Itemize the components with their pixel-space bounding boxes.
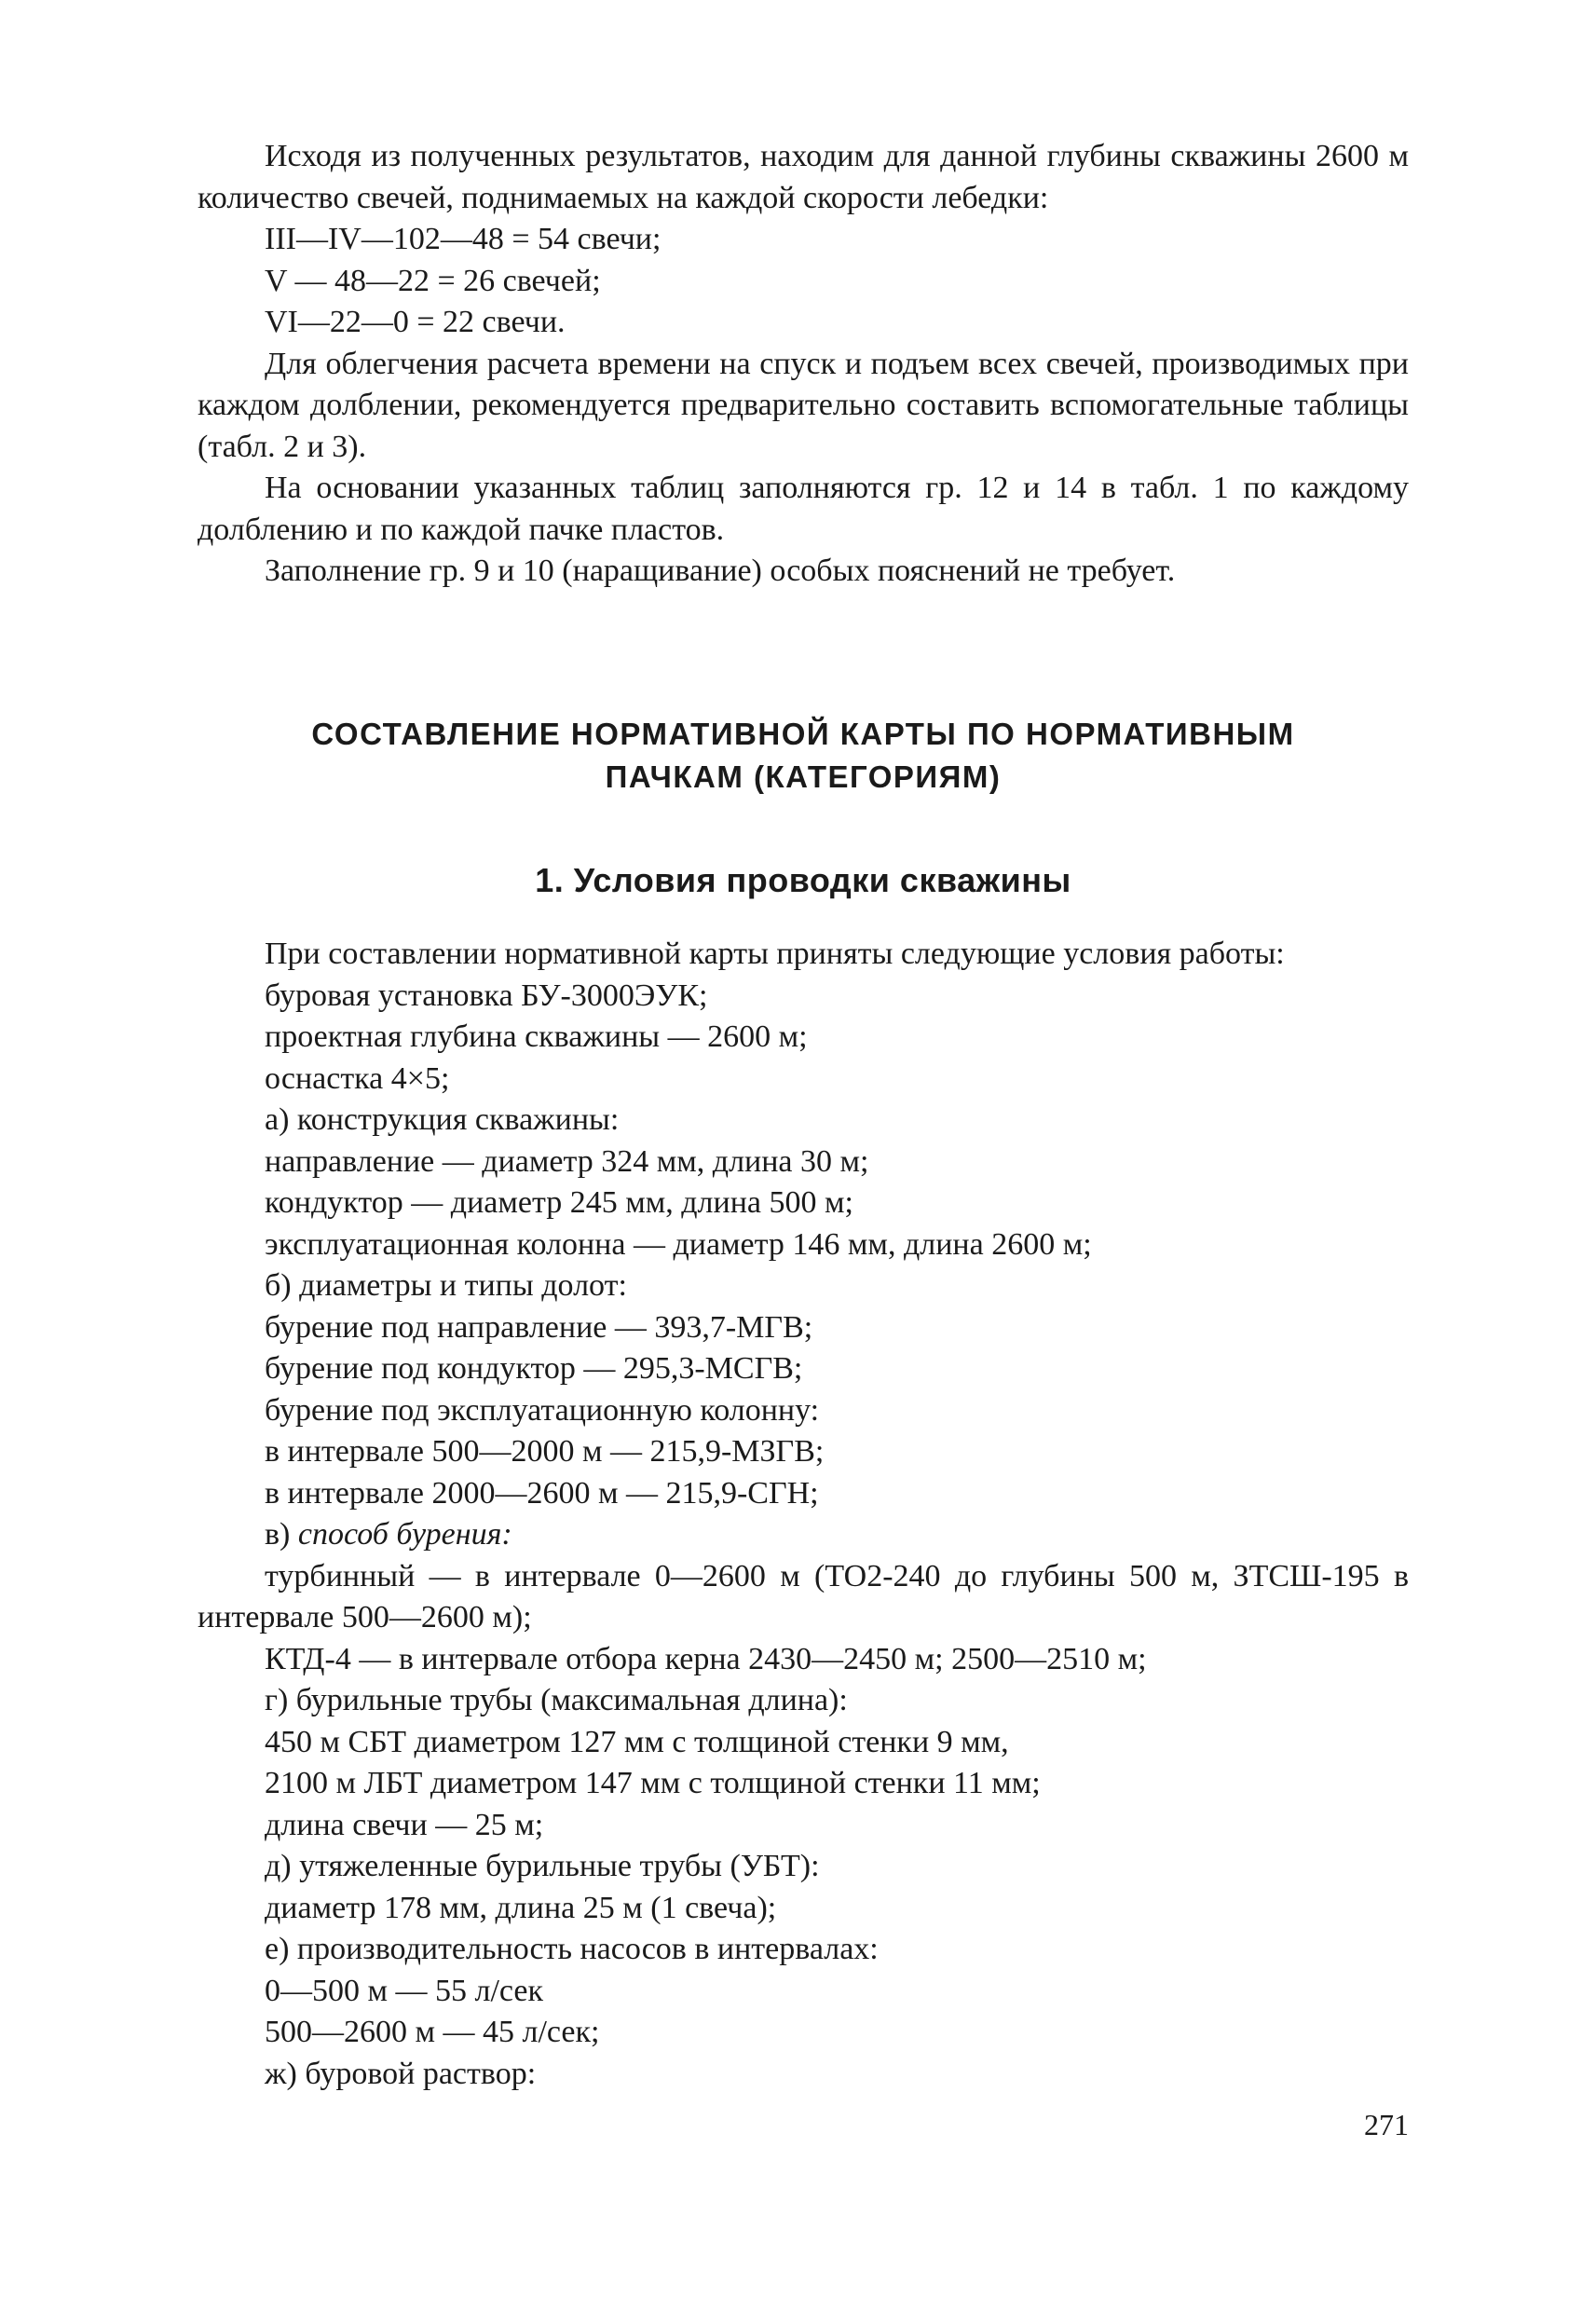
- condition-line: бурение под кондуктор — 295,3-МСГВ;: [265, 1351, 803, 1386]
- condition-line: бурение под направление — 393,7-МГВ;: [265, 1309, 813, 1345]
- conditions-block: [198, 934, 1409, 2095]
- condition-line: оснастка 4×5;: [265, 1060, 450, 1096]
- condition-line: в интервале 500—2000 м — 215,9-МЗГВ;: [265, 1434, 825, 1469]
- condition-line: ж) буровой раствор:: [265, 2056, 537, 2091]
- formula-line: V — 48—22 = 26 свечей;: [265, 263, 601, 298]
- condition-line: в интервале 2000—2600 м — 215,9-СГН;: [265, 1475, 819, 1511]
- section-title: [198, 713, 1409, 799]
- condition-line: г) бурильные трубы (максимальная длина):: [265, 1683, 848, 1717]
- condition-line: длина свечи — 25 м;: [265, 1807, 544, 1842]
- paragraph-tables: Для облегчения расчета времени на спуск и подъем всех свечей, производимых при каждом долблении, рекомендуется предварительно составить вспомогательные таблицы (табл. 2 и 3).: [198, 346, 1409, 464]
- drilling-method-line: [198, 1514, 1409, 1556]
- section-title-line: СОСТАВЛЕНИЕ НОРМАТИВНОЙ КАРТЫ ПО НОРМАТИВНЫМ: [311, 717, 1295, 751]
- condition-line: проектная глубина скважины — 2600 м;: [265, 1019, 808, 1054]
- page-number: 271: [1364, 2108, 1409, 2141]
- condition-line: б) диаметры и типы долот:: [265, 1268, 627, 1303]
- method-letter: в): [265, 1517, 298, 1552]
- condition-line: КТД-4 — в интервале отбора керна 2430—2450 м; 2500—2510 м;: [265, 1641, 1147, 1676]
- paragraph-conditions-lead: При составлении нормативной карты приняты следующие условия работы:: [265, 937, 1285, 971]
- condition-line: д) утяжеленные бурильные трубы (УБТ):: [265, 1849, 820, 1883]
- condition-line: диаметр 178 мм, длина 25 м (1 свеча);: [265, 1890, 777, 1925]
- condition-line: 450 м СБТ диаметром 127 мм с толщиной стенки 9 мм,: [265, 1724, 1009, 1759]
- condition-line: 2100 м ЛБТ диаметром 147 мм с толщиной стенки 11 мм;: [265, 1766, 1041, 1800]
- subsection-title: 1. Условия проводки скважины: [535, 861, 1071, 899]
- paragraph-extension: Заполнение гр. 9 и 10 (наращивание) особых пояснений не требует.: [265, 554, 1176, 588]
- condition-line: направление — диаметр 324 мм, длина 30 м;: [265, 1143, 869, 1179]
- condition-line: е) производительность насосов в интервалах:: [265, 1932, 879, 1966]
- condition-line: 0—500 м — 55 л/сек: [265, 1973, 544, 2008]
- condition-line: 500—2600 м — 45 л/сек;: [265, 2015, 600, 2049]
- condition-line: а) конструкция скважины:: [265, 1102, 620, 1137]
- intro-block: [198, 136, 1409, 593]
- formula-line: VI—22—0 = 22 свечи.: [265, 305, 566, 339]
- section-title-line: ПАЧКАМ (КАТЕГОРИЯМ): [605, 759, 1002, 794]
- condition-line: кондуктор — диаметр 245 мм, длина 500 м;: [265, 1185, 853, 1220]
- condition-line: бурение под эксплуатационную колонну:: [265, 1392, 820, 1428]
- paragraph-turbine: турбинный — в интервале 0—2600 м (ТО2-240 до глубины 500 м, ЗТСШ-195 в интервале 500—2600 м);: [198, 1558, 1409, 1634]
- condition-line: буровая установка БУ-3000ЭУК;: [265, 978, 708, 1013]
- paragraph-filling: На основании указанных таблиц заполняются гр. 12 и 14 в табл. 1 по каждому долблению и по каждой пачке пластов.: [198, 471, 1409, 547]
- condition-line: эксплуатационная колонна — диаметр 146 мм, длина 2600 м;: [265, 1226, 1092, 1262]
- method-label: способ бурения:: [297, 1517, 512, 1552]
- formula-line: III—IV—102—48 = 54 свечи;: [265, 222, 662, 256]
- paragraph-intro: Исходя из полученных результатов, находим для данной глубины скважины 2600 м количество свечей, поднимаемых на каждой скорости лебедки:: [198, 139, 1409, 215]
